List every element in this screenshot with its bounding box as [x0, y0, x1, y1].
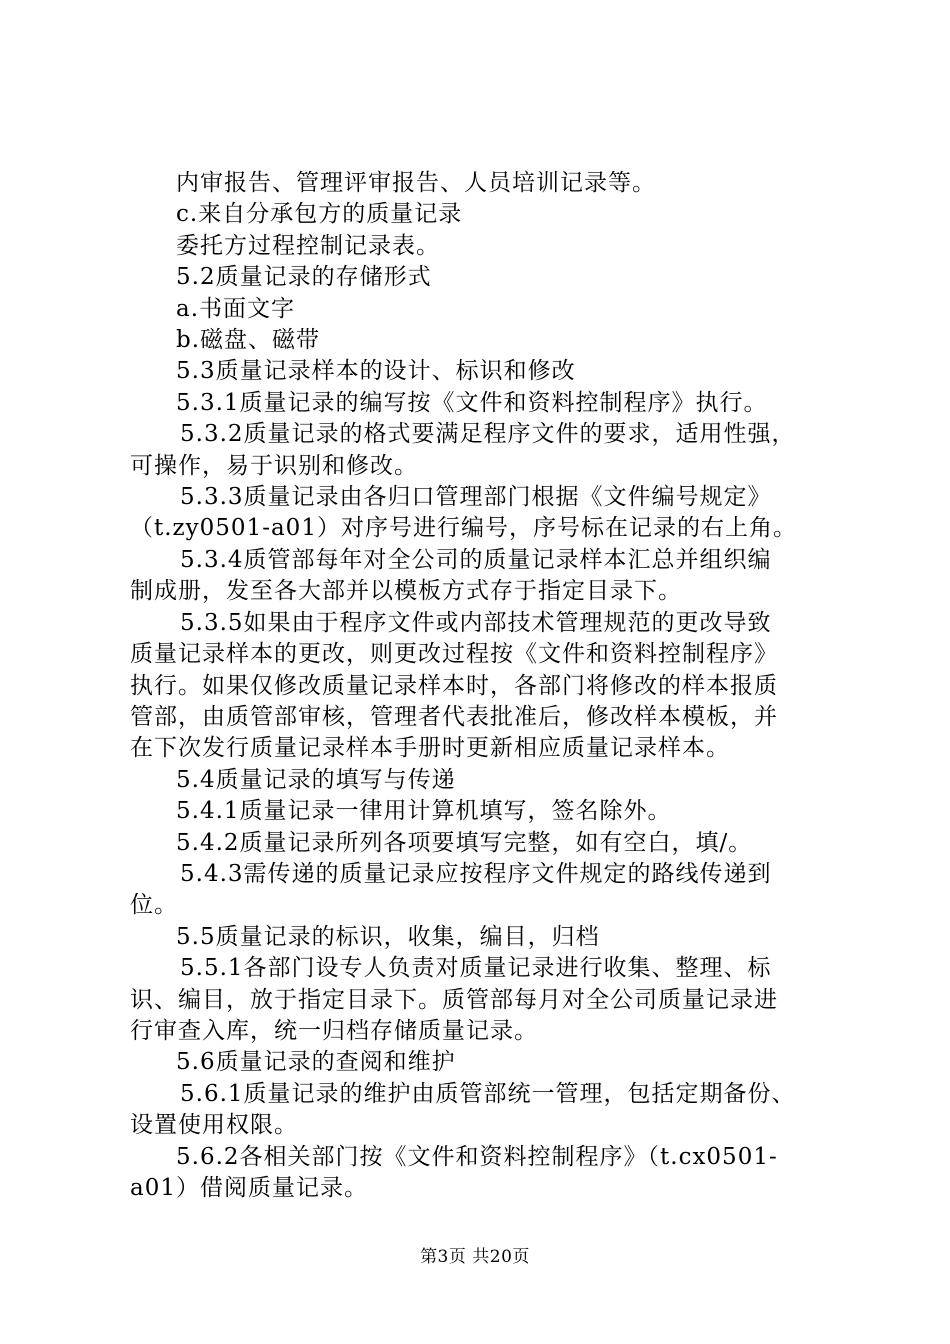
text-line: 管部，由质管部审核，管理者代表批准后，修改样本模板，并: [130, 703, 778, 730]
text-line: b.磁盘、磁带: [176, 327, 321, 354]
text-line: c.来自分承包方的质量记录: [176, 201, 463, 228]
text-line: 制成册，发至各大部并以模板方式存于指定目录下。: [130, 578, 682, 605]
text-line: 5.3.5如果由于程序文件或内部技术管理规范的更改导致: [180, 609, 772, 636]
section-heading: 5.3质量记录样本的设计、标识和修改: [176, 358, 576, 385]
text-line: 在下次发行质量记录样本手册时更新相应质量记录样本。: [130, 735, 730, 762]
text-line: 识、编目，放于指定目录下。质管部每月对全公司质量记录进: [130, 986, 778, 1013]
text-line: （t.zy0501-a01）对序号进行编号，序号标在记录的右上角。: [130, 515, 797, 542]
text-line: 委托方过程控制记录表。: [176, 232, 440, 259]
text-line: 5.3.2质量记录的格式要满足程序文件的要求，适用性强，: [180, 421, 796, 448]
text-line: 5.5.1各部门设专人负责对质量记录进行收集、整理、标: [180, 955, 772, 982]
text-line: 5.4.2质量记录所列各项要填写完整，如有空白，填/。: [176, 829, 753, 856]
text-line: 5.6.1质量记录的维护由质管部统一管理，包括定期备份、: [180, 1080, 796, 1107]
section-heading: 5.2质量记录的存储形式: [176, 264, 432, 291]
page-footer: 第3页 共20页: [420, 1247, 530, 1267]
document-body: [130, 168, 830, 1204]
text-line: 5.3.1质量记录的编写按《文件和资料控制程序》执行。: [176, 389, 768, 416]
text-line: 5.4.3需传递的质量记录应按程序文件规定的路线传递到: [180, 860, 772, 887]
text-line: 内审报告、管理评审报告、人员培训记录等。: [176, 170, 656, 196]
text-line: 位。: [130, 892, 178, 919]
text-line: 5.3.3质量记录由各归口管理部门根据《文件编号规定》: [180, 484, 772, 511]
section-heading: 5.4质量记录的填写与传递: [176, 766, 456, 793]
text-line: 执行。如果仅修改质量记录样本时，各部门将修改的样本报质: [130, 672, 778, 699]
section-heading: 5.5质量记录的标识，收集，编目，归档: [176, 923, 600, 950]
text-line: 质量记录样本的更改，则更改过程按《文件和资料控制程序》: [130, 641, 778, 668]
text-line: 可操作，易于识别和修改。: [130, 452, 418, 479]
text-line: a01）借阅质量记录。: [130, 1175, 368, 1201]
text-line: 5.3.4质管部每年对全公司的质量记录样本汇总并组织编: [180, 546, 772, 573]
text-line: 设置使用权限。: [130, 1112, 298, 1139]
text-line: 5.4.1质量记录一律用计算机填写，签名除外。: [176, 798, 672, 825]
text-line: 5.6.2各相关部门按《文件和资料控制程序》（t.cx0501-: [176, 1143, 778, 1170]
text-line: 行审查入库，统一归档存储质量记录。: [130, 1017, 538, 1044]
text-line: a.书面文字: [176, 295, 296, 322]
section-heading: 5.6质量记录的查阅和维护: [176, 1049, 456, 1076]
